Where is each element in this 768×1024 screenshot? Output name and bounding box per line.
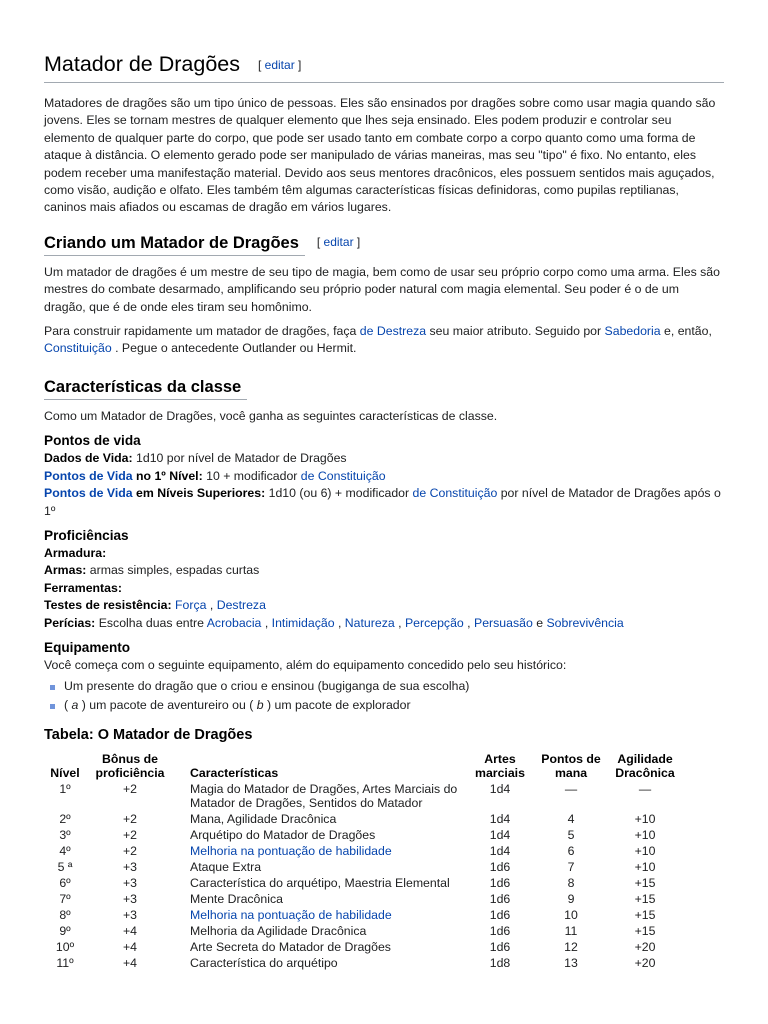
- cell-agility: +10: [634, 828, 656, 843]
- link-dexterity[interactable]: de Destreza: [359, 324, 427, 339]
- class-table: [44, 752, 682, 972]
- link-dexterity-save[interactable]: Destreza: [216, 598, 266, 613]
- col-header-proficiency: Bônus de proficiência: [95, 752, 165, 781]
- cell-level: 7º: [59, 892, 71, 907]
- link-ability-score-improvement[interactable]: Melhoria na pontuação de habilidade: [190, 908, 392, 923]
- link-wisdom[interactable]: Sabedoria: [604, 324, 661, 339]
- cell-martial-arts: 1d8: [489, 956, 511, 971]
- table-row: [44, 956, 682, 972]
- prof-armor: Armadura:: [44, 545, 107, 560]
- cell-proficiency: +3: [122, 908, 138, 923]
- cell-agility: +15: [634, 924, 656, 939]
- cell-agility: +15: [634, 908, 656, 923]
- cell-level: 11º: [56, 956, 74, 971]
- cell-proficiency: +4: [122, 940, 138, 955]
- link-skill-perception[interactable]: Percepção: [404, 615, 464, 630]
- list-item: Um presente do dragão que o criou e ensinou (bugiganga de sua escolha): [44, 678, 724, 695]
- cell-martial-arts: 1d4: [489, 844, 511, 859]
- cell-features: Característica do arquétipo: [190, 956, 338, 971]
- cell-level: 3º: [59, 828, 71, 843]
- edit-link[interactable]: editar: [323, 234, 354, 249]
- prof-skills: Perícias: Escolha duas entre Acrobacia , Intimidação , Natureza , Percepção , Persuasão e Sobrevivência: [44, 615, 624, 630]
- cell-martial-arts: 1d6: [489, 860, 511, 875]
- cell-proficiency: +4: [122, 956, 138, 971]
- cell-agility: —: [638, 782, 652, 797]
- cell-features: Ataque Extra: [190, 860, 262, 875]
- cell-level: 1º: [59, 782, 71, 797]
- col-header-agility: Agilidade Dracônica: [615, 752, 675, 781]
- table-row: [44, 924, 682, 940]
- cell-mana: 6: [567, 844, 575, 859]
- creating-paragraph-2: Para construir rapidamente um matador de dragões, faça de Destreza seu maior atributo. Seguido por Sabedoria e, então, Constituição . Pegue o antecedente Outlander ou Hermit.: [44, 324, 712, 356]
- cell-martial-arts: 1d6: [489, 876, 511, 891]
- edit-section-title: [ editar ]: [258, 58, 302, 72]
- edit-section-creating: [ editar ]: [316, 234, 361, 249]
- hp-line-3: Pontos de Vida em Níveis Superiores: 1d10 (ou 6) + modificador de Constituição por nível de Matador de Dragões após o 1º: [44, 486, 721, 518]
- link-skill-persuasion[interactable]: Persuasão: [474, 615, 533, 630]
- prof-weapons: Armas: armas simples, espadas curtas: [44, 563, 260, 578]
- class-features-intro: Como um Matador de Dragões, você ganha as seguintes características de classe.: [44, 408, 498, 423]
- cell-mana: 9: [567, 892, 575, 907]
- cell-mana: 5: [567, 828, 575, 843]
- section-heading-creating: Criando um Matador de Dragões: [44, 232, 305, 256]
- cell-mana: 4: [567, 812, 575, 827]
- cell-features: [174, 908, 466, 924]
- link-skill-nature[interactable]: Natureza: [344, 615, 395, 630]
- cell-level: 8º: [59, 908, 71, 923]
- link-ability-score-improvement[interactable]: Melhoria na pontuação de habilidade: [190, 844, 392, 859]
- cell-level: 6º: [59, 876, 71, 891]
- link-constitution-mod[interactable]: de Constituição: [412, 486, 498, 501]
- page-title: Matador de Dragões [ editar ]: [44, 0, 724, 83]
- table-row: [44, 908, 682, 924]
- cell-features: Melhoria da Agilidade Dracônica: [190, 924, 367, 939]
- cell-agility: +20: [634, 940, 656, 955]
- cell-martial-arts: 1d4: [489, 782, 511, 797]
- col-header-level: Nível: [50, 766, 80, 781]
- table-row: [44, 828, 682, 844]
- cell-martial-arts: 1d4: [489, 828, 511, 843]
- cell-proficiency: +4: [122, 924, 138, 939]
- table-row: [44, 876, 682, 892]
- cell-mana: 12: [564, 940, 578, 955]
- link-hit-points[interactable]: Pontos de Vida: [44, 468, 133, 483]
- cell-agility: +10: [634, 812, 656, 827]
- cell-mana: 7: [567, 860, 575, 875]
- table-row: [44, 844, 682, 860]
- cell-martial-arts: 1d6: [489, 940, 511, 955]
- table-row: [44, 940, 682, 956]
- cell-level: 2º: [59, 812, 71, 827]
- edit-link[interactable]: editar: [264, 58, 295, 72]
- section-heading-row: [44, 376, 724, 400]
- list-item: ( a ) um pacote de aventureiro ou ( b ) um pacote de explorador: [44, 697, 724, 714]
- link-skill-survival[interactable]: Sobrevivência: [546, 615, 624, 630]
- cell-proficiency: +2: [122, 812, 138, 827]
- intro-paragraph: Matadores de dragões são um tipo único de pessoas. Eles são ensinados por dragões sobre como usar magia quando são jovens. Eles se tornam mestres de qualquer elemento que lhes seja ensinado. Eles podem produzir e controlar seu elemento de qualquer parte do corpo, que pode ser usado tanto em combate corpo a corpo quanto como uma forma de ataque à distância. O elemento gerado pode ser manipulado de várias maneiras, mas seu "tipo" é fixo. No entanto, eles podem receber uma manifestação material. Devido aos seus mentores dracônicos, eles possuem sentidos mais aguçados, como visão, audição e olfato. Eles também têm algumas características físicas definidoras, como pupilas reptilianas, caninos mais afiados ou escamas de dragão em vários lugares.: [44, 96, 716, 215]
- col-header-features: Características: [190, 766, 279, 781]
- link-hit-points[interactable]: Pontos de Vida: [44, 486, 133, 501]
- cell-proficiency: +2: [122, 782, 138, 797]
- link-strength[interactable]: Força: [175, 598, 207, 613]
- prof-saves: Testes de resistência: Força , Destreza: [44, 598, 266, 613]
- section-heading-class-features: Características da classe: [44, 376, 247, 400]
- cell-features: Característica do arquétipo, Maestria Elemental: [190, 876, 450, 891]
- cell-level: 4º: [59, 844, 71, 859]
- subheading-class-table: Tabela: O Matador de Dragões: [44, 727, 253, 744]
- table-row: [44, 860, 682, 876]
- cell-features: Arquétipo do Matador de Dragões: [190, 828, 376, 843]
- link-skill-intimidation[interactable]: Intimidação: [271, 615, 335, 630]
- cell-martial-arts: 1d6: [489, 908, 511, 923]
- cell-agility: +20: [634, 956, 656, 971]
- cell-features: Arte Secreta do Matador de Dragões: [190, 940, 391, 955]
- cell-mana: —: [564, 782, 578, 797]
- link-skill-acrobatics[interactable]: Acrobacia: [206, 615, 262, 630]
- equipment-list: [44, 678, 724, 714]
- col-header-mana: Pontos de mana: [541, 752, 601, 781]
- cell-martial-arts: 1d4: [489, 812, 511, 827]
- cell-level: 10º: [55, 940, 75, 955]
- cell-features: Mana, Agilidade Dracônica: [190, 812, 337, 827]
- subheading-proficiencies: Proficiências: [44, 527, 129, 543]
- link-constitution[interactable]: Constituição: [44, 341, 112, 356]
- cell-martial-arts: 1d6: [489, 892, 511, 907]
- hp-line-1: Dados de Vida: 1d10 por nível de Matador de Dragões: [44, 451, 347, 466]
- cell-mana: 13: [564, 956, 578, 971]
- cell-features: [174, 844, 466, 860]
- table-row: [44, 892, 682, 908]
- cell-proficiency: +3: [122, 860, 138, 875]
- col-header-martial-arts: Artes marciais: [475, 752, 525, 781]
- cell-features: Magia do Matador de Dragões, Artes Marciais do Matador de Dragões, Sentidos do Matador: [190, 782, 458, 811]
- table-row: [44, 812, 682, 828]
- subheading-equipment: Equipamento: [44, 639, 131, 655]
- table-header-row: [44, 752, 682, 782]
- cell-mana: 10: [564, 908, 578, 923]
- link-constitution-mod[interactable]: de Constituição: [300, 468, 386, 483]
- cell-level: 9º: [59, 924, 71, 939]
- cell-proficiency: +3: [122, 892, 138, 907]
- table-row: [44, 782, 682, 812]
- cell-agility: +10: [634, 860, 656, 875]
- cell-mana: 8: [567, 876, 575, 891]
- cell-agility: +15: [634, 892, 656, 907]
- cell-features: Mente Dracônica: [190, 892, 283, 907]
- cell-martial-arts: 1d6: [489, 924, 511, 939]
- section-heading-row: [44, 232, 724, 256]
- cell-mana: 11: [564, 924, 578, 939]
- hp-line-2: Pontos de Vida no 1º Nível: 10 + modificador de Constituição: [44, 468, 386, 483]
- prof-tools: Ferramentas:: [44, 580, 122, 595]
- equipment-intro: Você começa com o seguinte equipamento, além do equipamento concedido pelo seu histórico:: [44, 657, 567, 672]
- cell-proficiency: +3: [122, 876, 138, 891]
- table-body: [44, 782, 682, 972]
- cell-proficiency: +2: [122, 828, 138, 843]
- cell-level: 5 ª: [57, 860, 73, 875]
- creating-paragraph-1: Um matador de dragões é um mestre de seu tipo de magia, bem como de usar seu próprio corpo como uma arma. Eles são mestres do combate desarmado, amplificando seu próprio poder natural com magia elemental. Seu poder é o de um dragão, que é de onde eles tiram seu homônimo.: [44, 264, 720, 314]
- subheading-hit-points: Pontos de vida: [44, 433, 141, 449]
- cell-proficiency: +2: [122, 844, 138, 859]
- cell-agility: +15: [634, 876, 656, 891]
- cell-agility: +10: [634, 844, 656, 859]
